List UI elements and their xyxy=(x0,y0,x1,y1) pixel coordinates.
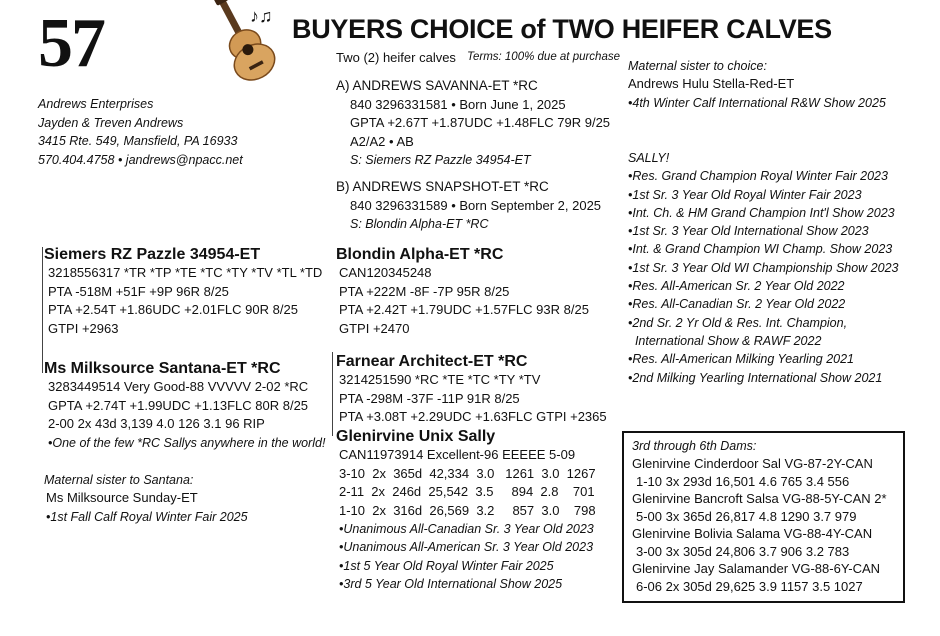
consignor-block xyxy=(38,95,243,169)
sally-heading: SALLY! xyxy=(628,151,670,165)
sally-award-9: •2nd Sr. 2 Yr Old & Res. Int. Champion, xyxy=(628,315,848,330)
granddam-award-4: •3rd 5 Year Old International Show 2025 xyxy=(339,576,563,591)
dam-left-gpta: GPTA +2.74T +1.99UDC +1.13FLC 80R 8/25 xyxy=(48,397,309,413)
granddam-block xyxy=(336,428,596,593)
granddam-name: Glenirvine Unix Sally xyxy=(336,428,496,445)
dam-left-record: 2-00 2x 43d 3,139 4.0 126 3.1 96 RIP xyxy=(48,416,265,431)
sire-mid-gtpi: GTPI +2470 xyxy=(339,320,410,336)
maternal-left-heading: Maternal sister to Santana: xyxy=(44,473,194,487)
sire-mid-pta2: PTA +2.42T +1.79UDC +1.57FLC 93R 8/25 xyxy=(339,302,589,317)
sire-mid-id: CAN120345248 xyxy=(339,265,432,280)
calf-b-name: B) ANDREWS SNAPSHOT-ET *RC xyxy=(336,179,549,194)
sally-award-6: •1st Sr. 3 Year Old WI Championship Show 2023 xyxy=(628,260,899,275)
sire-mid-name: Blondin Alpha-ET *RC xyxy=(336,246,504,263)
granddam-record-3: 1-10 2x 316d 26,569 3.2 857 3.0 798 xyxy=(339,502,596,518)
maternal-left-name: Ms Milksource Sunday-ET xyxy=(46,490,198,506)
mgs-mid-block xyxy=(336,353,607,427)
consignor-contact: 570.404.4758 • jandrews@npacc.net xyxy=(38,152,243,167)
sally-award-8: •Res. All-Canadian Sr. 2 Year Old 2022 xyxy=(628,297,846,312)
guitar-icon xyxy=(196,0,291,82)
calf-b-block xyxy=(336,178,601,233)
granddam-record-1: 3-10 2x 365d 42,334 3.0 1261 3.0 1267 xyxy=(339,465,596,481)
lot-title: BUYERS CHOICE of TWO HEIFER CALVES xyxy=(292,14,832,44)
maternal-right-block xyxy=(628,57,886,112)
dam-5-name: Glenirvine Bolivia Salama VG-88-4Y-CAN xyxy=(632,526,873,542)
calf-a-block xyxy=(336,77,610,169)
intro-terms: Terms: 100% due at purchase xyxy=(467,51,620,63)
mgs-mid-pta1: PTA -298M -37F -11P 91R 8/25 xyxy=(339,390,520,406)
sally-award-1: •Res. Grand Champion Royal Winter Fair 2023 xyxy=(628,169,888,184)
consignor-address: 3415 Rte. 549, Mansfield, PA 16933 xyxy=(38,134,238,148)
maternal-left-block xyxy=(44,471,248,526)
dam-left-id: 3283449514 Very Good-88 VVVVV 2-02 *RC xyxy=(48,379,309,394)
sally-award-7: •Res. All-American Sr. 2 Year Old 2022 xyxy=(628,279,845,294)
sire-left-pta1: PTA -518M +51F +9P 96R 8/25 xyxy=(48,283,229,299)
dams-heading: 3rd through 6th Dams: xyxy=(632,439,757,453)
calf-b-id: 840 3296331589 • Born September 2, 2025 xyxy=(350,197,602,213)
dam-6-record: 6-06 2x 305d 29,625 3.9 1157 3.5 1027 xyxy=(636,578,863,594)
dam-left-block xyxy=(44,360,325,452)
pedigree-line-left xyxy=(42,247,43,373)
dam-left-name: Ms Milksource Santana-ET *RC xyxy=(44,360,281,377)
sire-left-pta2: PTA +2.54T +1.86UDC +2.01FLC 90R 8/25 xyxy=(48,302,298,317)
calf-a-genotype: A2/A2 • AB xyxy=(350,133,414,149)
sire-left-block xyxy=(44,246,322,338)
sally-award-5: •Int. & Grand Champion WI Champ. Show 2023 xyxy=(628,242,893,257)
maternal-right-note: •4th Winter Calf International R&W Show 2025 xyxy=(628,95,886,110)
dams-box xyxy=(622,431,905,603)
mgs-mid-name: Farnear Architect-ET *RC xyxy=(336,353,528,370)
sire-left-id: 3218556317 *TR *TP *TE *TC *TY *TV *TL *TD xyxy=(48,265,323,280)
calf-b-sire: S: Blondin Alpha-ET *RC xyxy=(350,217,489,231)
sally-award-4: •1st Sr. 3 Year Old International Show 2023 xyxy=(628,224,869,239)
calf-a-name: A) ANDREWS SAVANNA-ET *RC xyxy=(336,78,538,93)
sire-mid-block xyxy=(336,246,589,338)
dam-5-record: 3-00 3x 305d 24,806 3.7 906 3.2 783 xyxy=(636,543,850,559)
sally-award-10: International Show & RAWF 2022 xyxy=(628,333,822,348)
calf-a-sire: S: Siemers RZ Pazzle 34954-ET xyxy=(350,153,531,167)
consignor-name: Andrews Enterprises xyxy=(38,97,154,111)
sally-award-11: •Res. All-American Milking Yearling 2021 xyxy=(628,352,855,367)
sally-award-3: •Int. Ch. & HM Grand Champion Int'l Show 2023 xyxy=(628,205,895,220)
sire-mid-pta1: PTA +222M -8F -7P 95R 8/25 xyxy=(339,283,510,299)
lot-number: 57 xyxy=(38,5,104,82)
dam-3-name: Glenirvine Cinderdoor Sal VG-87-2Y-CAN xyxy=(632,456,873,472)
intro-count: Two (2) heifer calves xyxy=(336,50,456,65)
sally-award-2: •1st Sr. 3 Year Old Royal Winter Fair 2023 xyxy=(628,187,862,202)
dam-left-note: •One of the few *RC Sallys anywhere in the world! xyxy=(48,435,326,450)
sally-award-12: •2nd Milking Yearling International Show 2021 xyxy=(628,370,883,385)
granddam-award-3: •1st 5 Year Old Royal Winter Fair 2025 xyxy=(339,558,554,573)
mgs-mid-id: 3214251590 *RC *TE *TC *TY *TV xyxy=(339,372,541,387)
sally-block xyxy=(628,149,899,387)
maternal-right-name: Andrews Hulu Stella-Red-ET xyxy=(628,76,795,92)
mgs-mid-pta2: PTA +3.08T +2.29UDC +1.63FLC GTPI +2365 xyxy=(339,409,607,424)
music-notes-icon: ♪♫ xyxy=(250,6,273,26)
dam-4-name: Glenirvine Bancroft Salsa VG-88-5Y-CAN 2* xyxy=(632,491,887,507)
maternal-right-heading: Maternal sister to choice: xyxy=(628,59,767,73)
dam-4-record: 5-00 3x 365d 26,817 4.8 1290 3.7 979 xyxy=(636,508,857,524)
dam-6-name: Glenirvine Jay Salamander VG-88-6Y-CAN xyxy=(632,561,881,577)
pedigree-line-mid xyxy=(332,352,333,436)
granddam-award-1: •Unanimous All-Canadian Sr. 3 Year Old 2023 xyxy=(339,522,594,536)
maternal-left-note: •1st Fall Calf Royal Winter Fair 2025 xyxy=(46,509,248,524)
dam-3-record: 1-10 3x 293d 16,501 4.6 765 3.4 556 xyxy=(636,473,850,489)
sire-left-gtpi: GTPI +2963 xyxy=(48,320,119,336)
calf-a-id: 840 3296331581 • Born June 1, 2025 xyxy=(350,96,566,112)
granddam-id: CAN11973914 Excellent-96 EEEEE 5-09 xyxy=(339,447,576,462)
calf-a-gpta: GPTA +2.67T +1.87UDC +1.48FLC 79R 9/25 xyxy=(350,115,611,130)
consignor-owners: Jayden & Treven Andrews xyxy=(38,115,184,130)
granddam-award-2: •Unanimous All-American Sr. 3 Year Old 2023 xyxy=(339,540,594,555)
sire-left-name: Siemers RZ Pazzle 34954-ET xyxy=(44,246,261,263)
granddam-record-2: 2-11 2x 246d 25,542 3.5 894 2.8 701 xyxy=(339,484,595,499)
